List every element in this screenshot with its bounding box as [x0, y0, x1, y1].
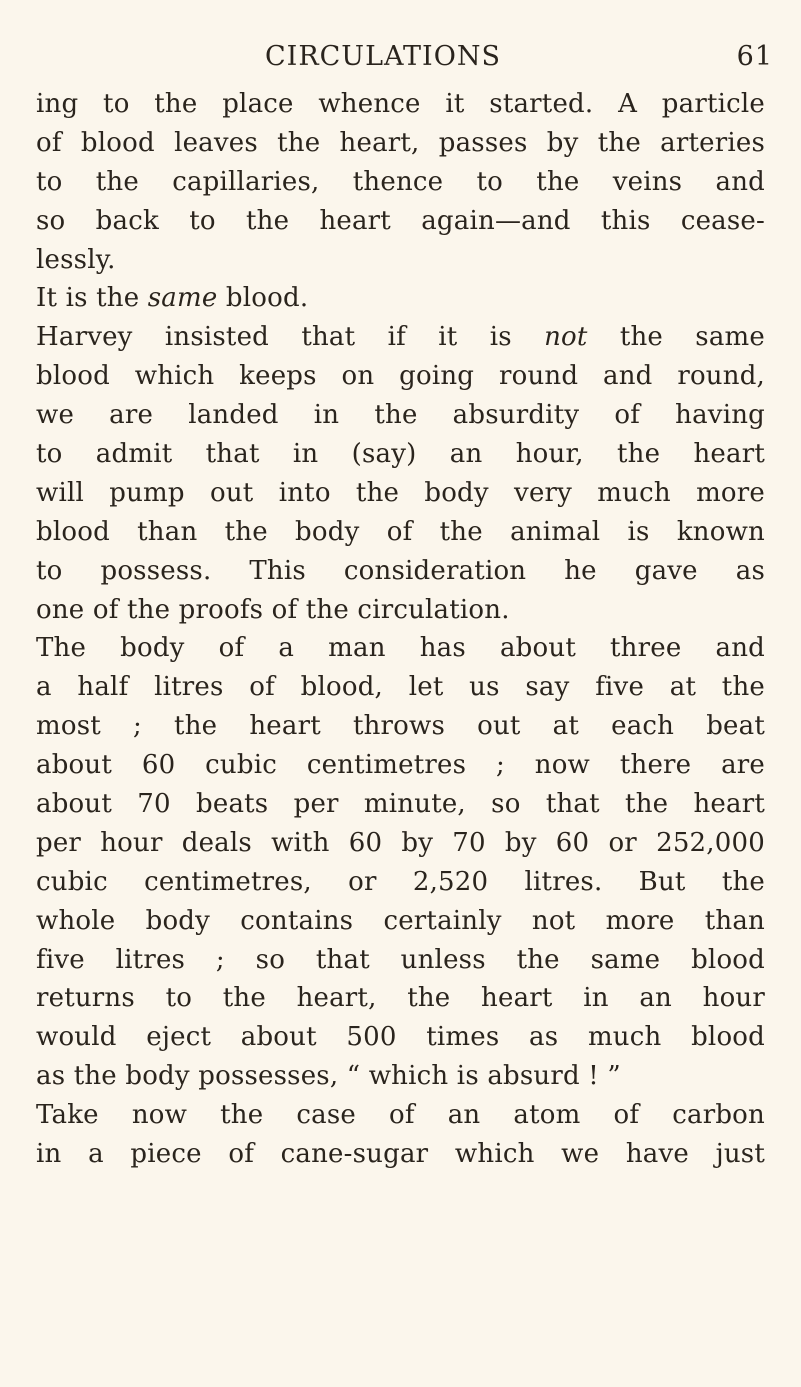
text-line-continuation: blood. [217, 283, 309, 314]
text-line [36, 474, 765, 513]
text-line [36, 1018, 765, 1057]
text-line-content: to admit that in (say) an hour, the heart [36, 439, 765, 470]
text-line [36, 85, 765, 124]
emphasis-word: not [544, 322, 588, 353]
text-line [36, 902, 765, 941]
running-title: CIRCULATIONS [265, 41, 501, 72]
text-line-content: in a piece of cane-sugar which we have just [36, 1139, 765, 1170]
page-number: 61 [736, 41, 773, 72]
text-line [36, 707, 765, 746]
text-line-content: It is the [36, 283, 148, 314]
text-line-content: a half litres of blood, let us say five at the [36, 672, 765, 703]
text-line [36, 591, 765, 630]
text-line [36, 318, 765, 357]
text-line-content: about 60 cubic centimetres ; now there are [36, 750, 765, 781]
text-line [36, 357, 765, 396]
text-line [36, 241, 765, 280]
text-line [36, 863, 765, 902]
text-line-content: will pump out into the body very much more [36, 477, 765, 508]
text-line-content: blood which keeps on going round and round, [36, 361, 765, 392]
text-line [36, 824, 765, 863]
text-line-content: per hour deals with 60 by 70 by 60 or 252,000 [36, 827, 765, 858]
text-line-content: lessly. [36, 244, 116, 275]
text-line-content: to possess. This consideration he gave as [36, 555, 765, 586]
text-line [36, 1096, 765, 1135]
text-line [36, 1135, 765, 1174]
text-line-content: to the capillaries, thence to the veins and [36, 166, 765, 197]
text-line-content: whole body contains certainly not more than [36, 905, 765, 936]
text-line-content: Take now the case of an atom of carbon [36, 1100, 765, 1131]
text-line-content: cubic centimetres, or 2,520 litres. But the [36, 866, 765, 897]
text-line-content: five litres ; so that unless the same blood [36, 944, 765, 975]
text-line [36, 668, 765, 707]
text-line-content: The body of a man has about three and [36, 633, 765, 664]
text-line [36, 552, 765, 591]
text-line-continuation: the same [587, 322, 765, 353]
text-line [36, 435, 765, 474]
text-line-content: so back to the heart again—and this cease- [36, 205, 765, 236]
text-line [36, 202, 765, 241]
text-line [36, 1057, 765, 1096]
text-line-content: about 70 beats per minute, so that the heart [36, 789, 765, 820]
text-line [36, 785, 765, 824]
text-line [36, 979, 765, 1018]
text-line-content: we are landed in the absurdity of having [36, 400, 765, 431]
text-line-content: most ; the heart throws out at each beat [36, 711, 765, 742]
text-line [36, 396, 765, 435]
running-head [0, 36, 801, 78]
text-line [36, 279, 765, 318]
text-line [36, 513, 765, 552]
text-line-content: one of the proofs of the circulation. [36, 594, 510, 625]
text-line-content: as the body possesses, “ which is absurd ! ” [36, 1061, 621, 1092]
text-line-content: would eject about 500 times as much blood [36, 1022, 765, 1053]
text-line [36, 124, 765, 163]
text-line-content: Harvey insisted that if it is [36, 322, 545, 353]
text-line-content: blood than the body of the animal is known [36, 516, 765, 547]
text-line-content: ing to the place whence it started. A particle [36, 89, 765, 119]
text-line-content: returns to the heart, the heart in an hour [36, 983, 765, 1014]
text-line [36, 941, 765, 980]
body-text [36, 85, 765, 1174]
text-line-content: of blood leaves the heart, passes by the arteries [36, 127, 765, 158]
text-line [36, 629, 765, 668]
text-line [36, 746, 765, 785]
text-line [36, 163, 765, 202]
emphasis-word: same [147, 283, 218, 314]
